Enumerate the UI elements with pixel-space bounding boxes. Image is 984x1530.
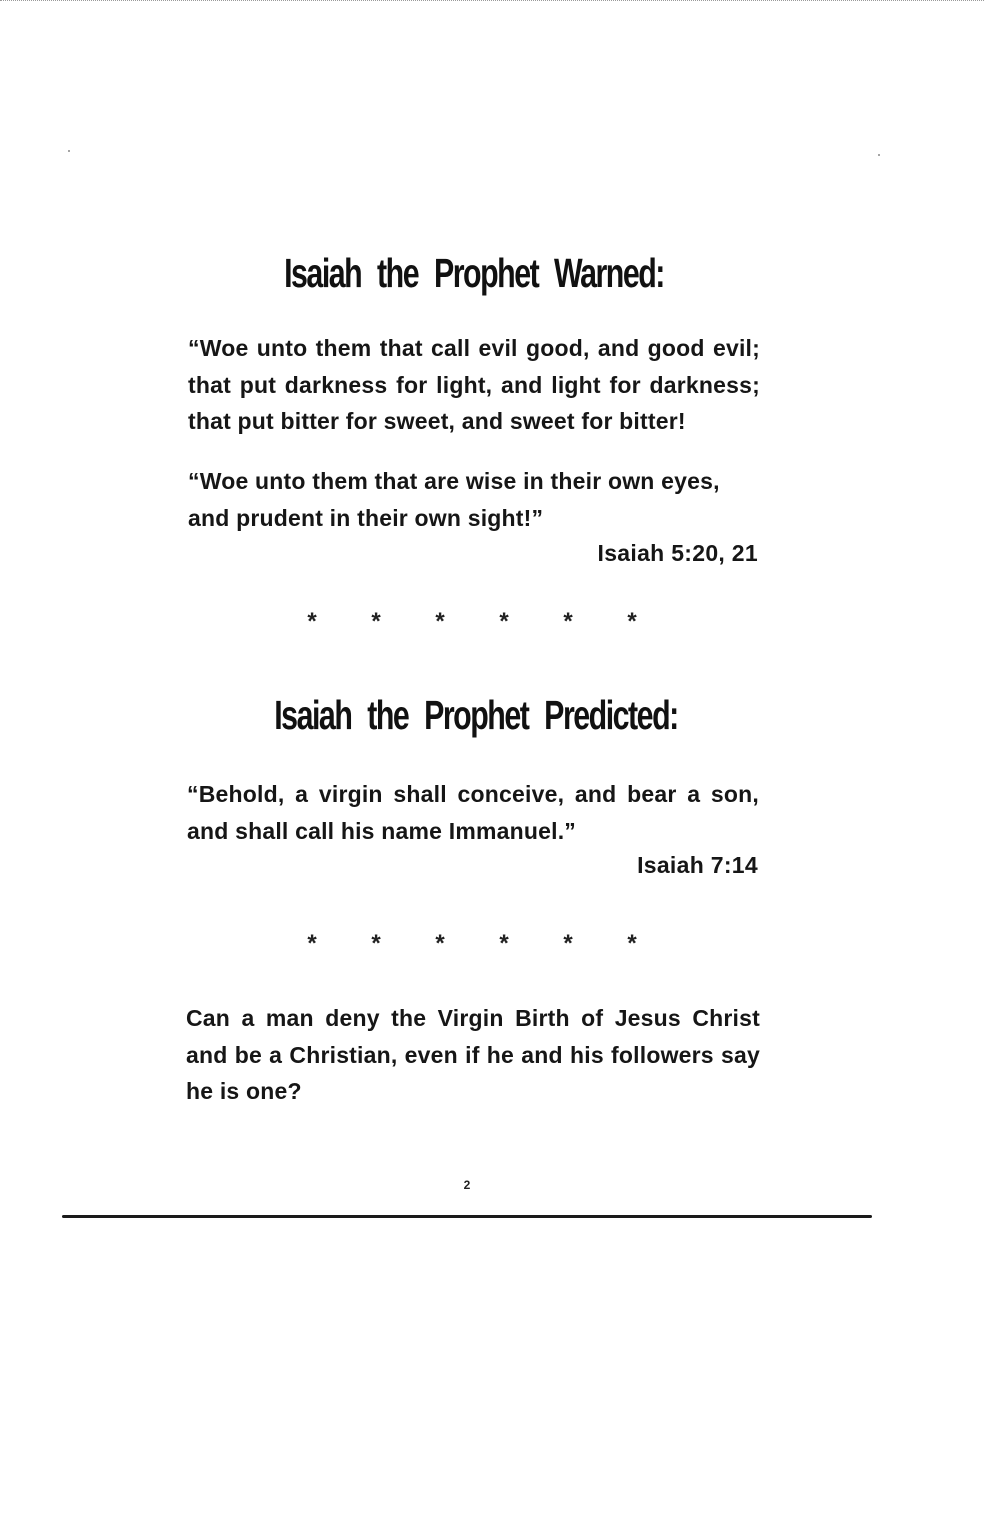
separator-star: * <box>371 608 381 635</box>
separator-star: * <box>371 930 381 957</box>
page-top-edge <box>0 0 984 1</box>
separator-star: * <box>627 608 637 635</box>
separator-star: * <box>307 930 317 957</box>
verse-isaiah-5-20: “Woe unto them that call evil good, and good evil; that put darkness for light, and light for darkness; that put bitter for sweet, and sweet for bitter! <box>188 335 760 434</box>
citation-isaiah-7-14: Isaiah 7:14 <box>637 852 758 878</box>
separator-stars <box>280 930 664 958</box>
separator-star: * <box>627 930 637 957</box>
separator-stars <box>280 608 664 636</box>
scan-speck <box>878 154 880 156</box>
separator-star: * <box>563 930 573 957</box>
bottom-rule <box>62 1215 872 1218</box>
separator-star: * <box>499 608 509 635</box>
scan-speck <box>68 150 70 152</box>
verse-isaiah-5-21: “Woe unto them that are wise in their own eyes, and prudent in their own sight!” <box>188 468 720 531</box>
separator-star: * <box>435 608 445 635</box>
separator-star: * <box>307 608 317 635</box>
separator-star: * <box>435 930 445 957</box>
closing-question: Can a man deny the Virgin Birth of Jesus Christ and be a Christian, even if he and his followers say he is one? <box>186 1005 760 1104</box>
citation-isaiah-5-20-21: Isaiah 5:20, 21 <box>597 540 758 566</box>
heading-warned: Isaiah the Prophet Warned: <box>284 250 664 296</box>
verse-isaiah-7-14: “Behold, a virgin shall conceive, and bear a son, and shall call his name Immanuel.” <box>187 781 759 844</box>
separator-star: * <box>563 608 573 635</box>
heading-predicted: Isaiah the Prophet Predicted: <box>274 692 678 738</box>
page-number: 2 <box>463 1178 471 1192</box>
separator-star: * <box>499 930 509 957</box>
